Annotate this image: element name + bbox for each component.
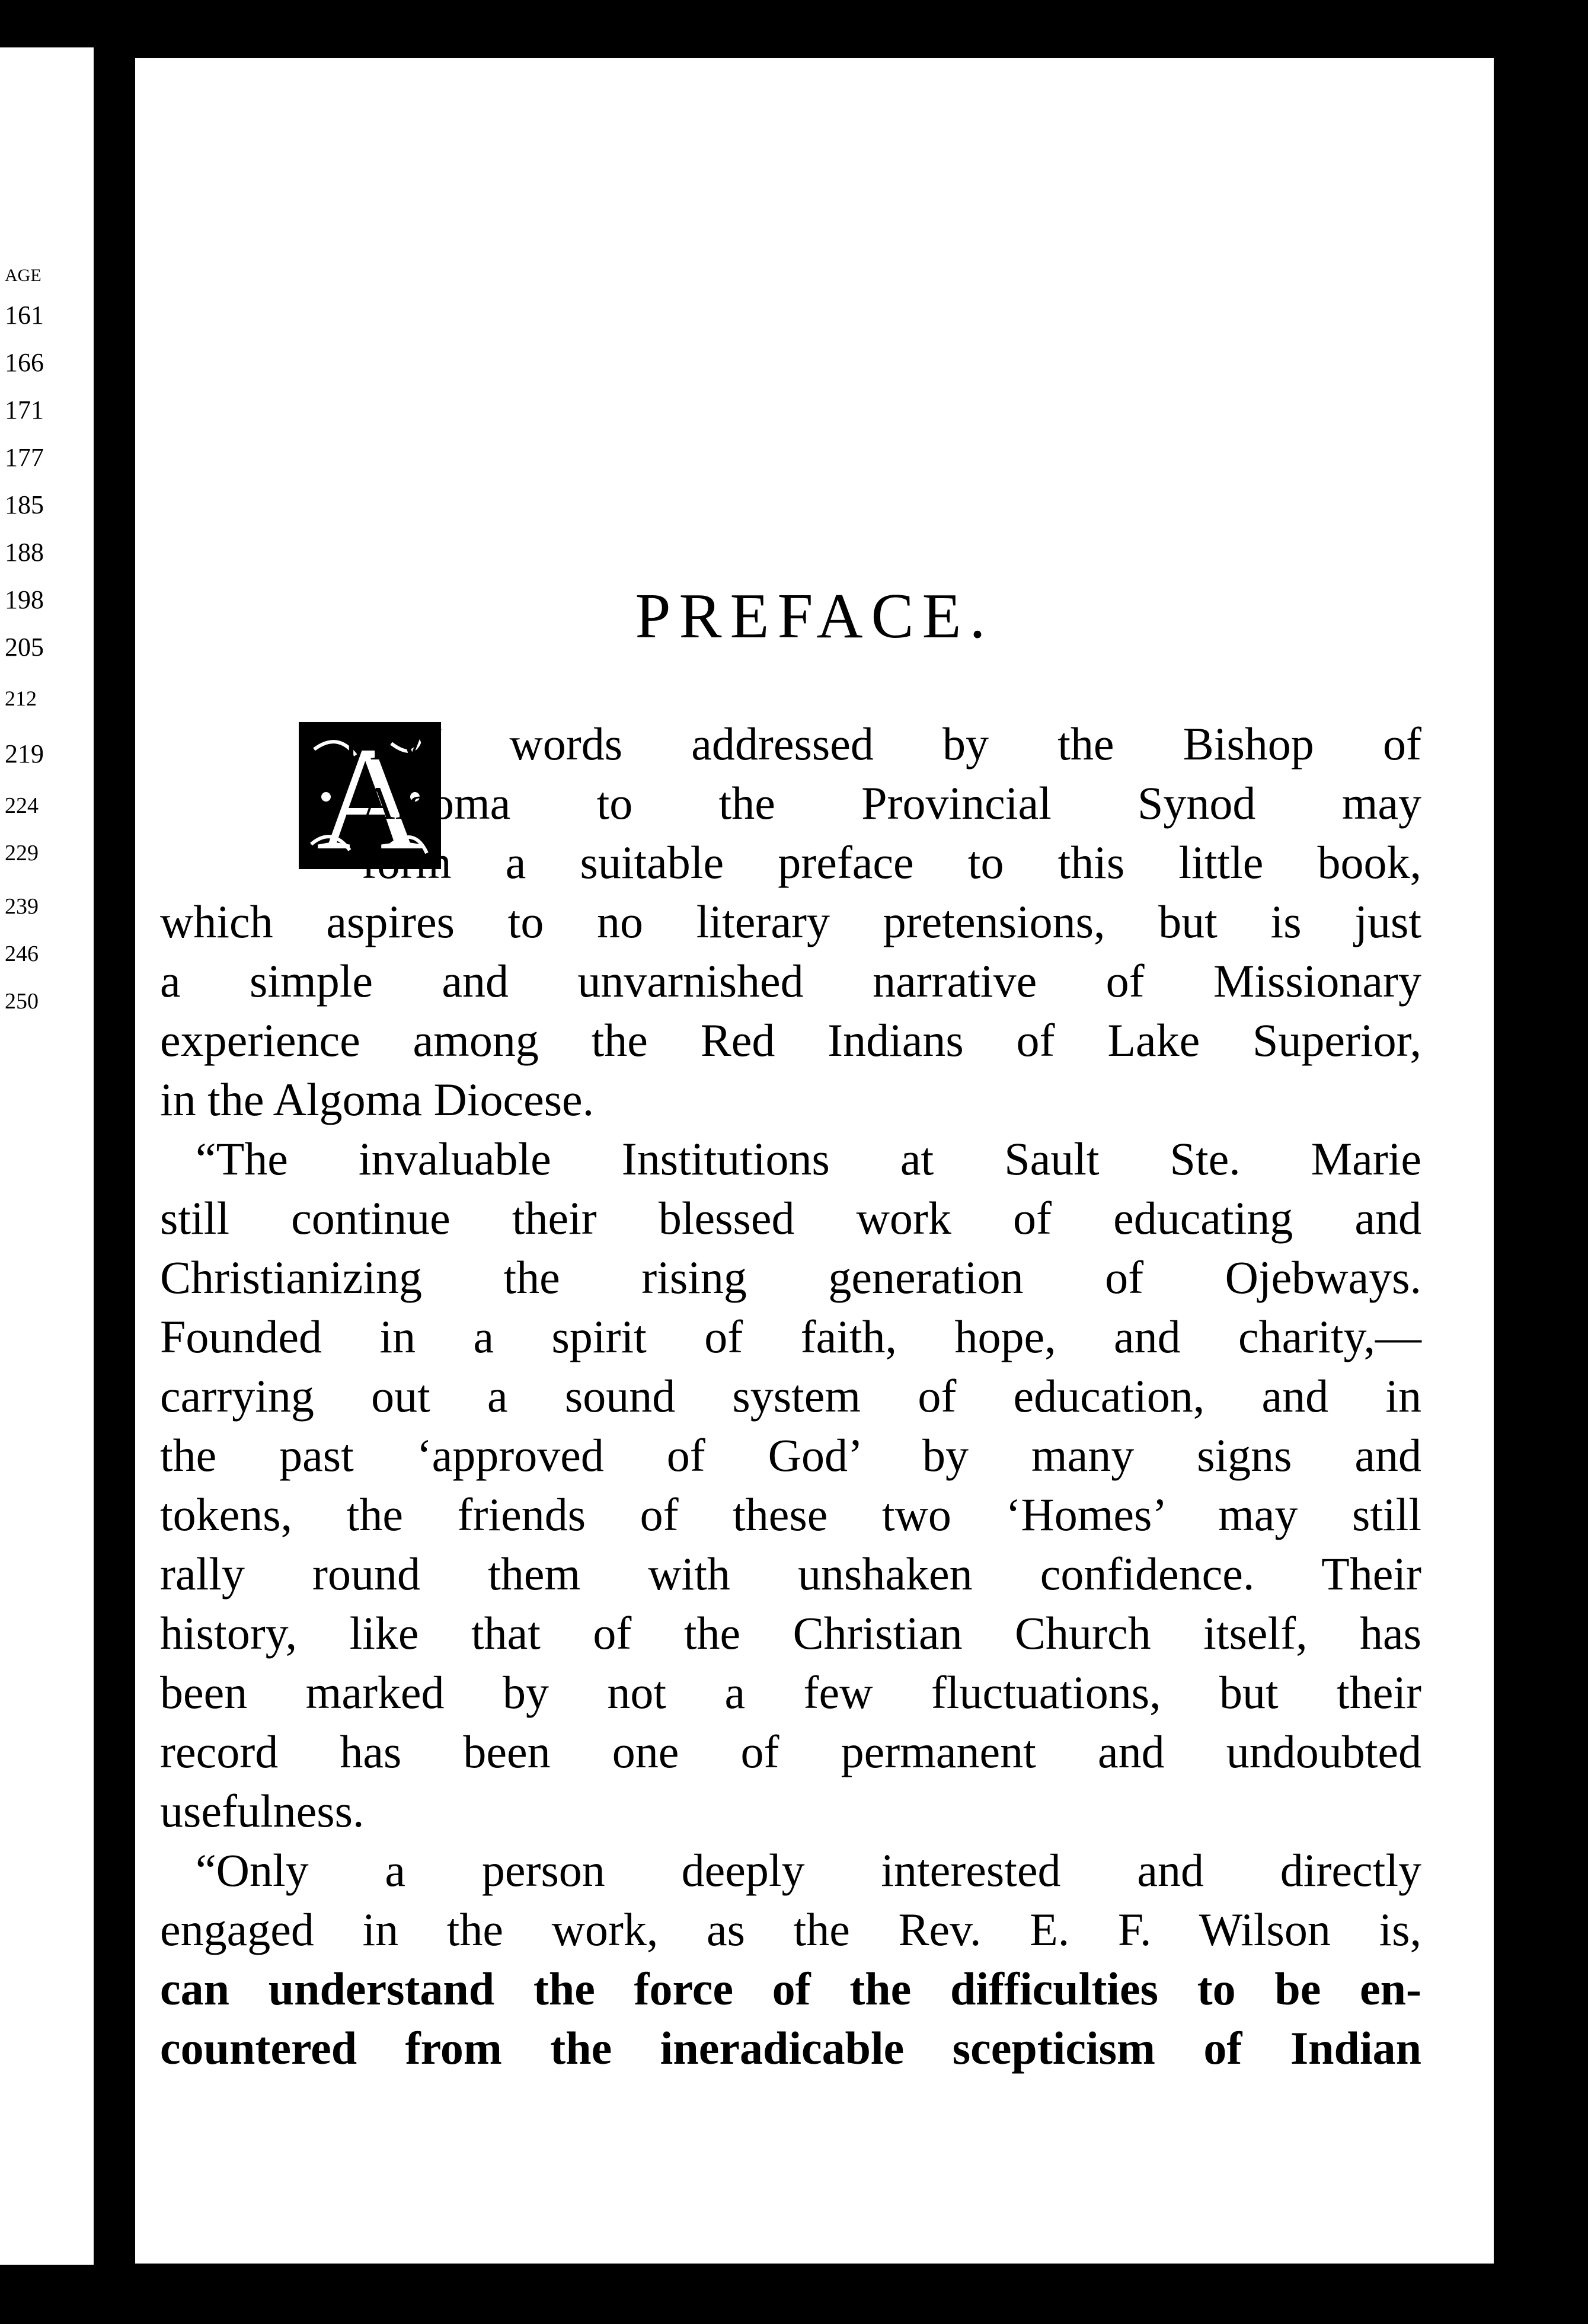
text-line: Algoma to the Provincial Synod may — [362, 777, 1421, 829]
text-line: can understand the force of the difficulties to be en- — [160, 1963, 1421, 2015]
margin-label: 219 — [5, 739, 44, 768]
text-line: tokens, the friends of these two ‘Homes’ may still — [160, 1489, 1421, 1540]
text-line: Founded in a spirit of faith, hope, and charity,— — [160, 1311, 1421, 1362]
text-line: record has been one of permanent and undoubted — [160, 1726, 1421, 1777]
text-line: in the Algoma Diocese. — [160, 1074, 595, 1125]
text-line: FEW words addressed by the Bishop of — [344, 718, 1421, 770]
margin-label: 161 — [5, 301, 44, 330]
margin-label: 224 — [5, 793, 39, 818]
margin-label: 171 — [5, 395, 44, 424]
text-line: “Only a person deeply interested and directly — [196, 1844, 1421, 1896]
margin-label: 185 — [5, 490, 44, 519]
text-line: still continue their blessed work of educating and — [160, 1192, 1421, 1244]
book-page — [135, 58, 1494, 2264]
margin-label: 166 — [5, 348, 44, 377]
text-line: countered from the ineradicable scepticism of Indian — [160, 2022, 1421, 2074]
text-line: the past ‘approved of God’ by many signs and — [160, 1429, 1421, 1481]
margin-label: 212 — [5, 687, 37, 710]
text-line: history, like that of the Christian Church itself, has — [160, 1607, 1421, 1659]
text-line: a simple and unvarnished narrative of Missionary — [160, 955, 1421, 1007]
text-line: engaged in the work, as the Rev. E. F. Wilson is, — [160, 1904, 1421, 1955]
text-line: “The invaluable Institutions at Sault Ste. Marie — [196, 1133, 1421, 1185]
adjacent-page-strip — [0, 47, 94, 2265]
margin-label: 177 — [5, 443, 44, 472]
text-line: Christianizing the rising generation of Ojebways. — [160, 1252, 1421, 1303]
margin-label: 229 — [5, 841, 39, 866]
margin-label: 198 — [5, 585, 44, 614]
text-line: experience among the Red Indians of Lake Superior, — [160, 1014, 1421, 1066]
margin-label: 205 — [5, 633, 44, 662]
text-line: been marked by not a few fluctuations, but their — [160, 1667, 1421, 1718]
margin-label: AGE — [5, 266, 41, 285]
text-line: which aspires to no literary pretensions, but is just — [160, 896, 1421, 947]
margin-label: 188 — [5, 538, 44, 567]
page-title: PREFACE. — [635, 581, 994, 652]
text-line: usefulness. — [160, 1785, 365, 1837]
drop-cap-letter: A — [316, 717, 424, 881]
margin-label: 246 — [5, 941, 39, 966]
text-line: rally round them with unshaken confidence. Their — [160, 1548, 1421, 1600]
margin-label: 250 — [5, 989, 39, 1014]
text-line: carrying out a sound system of education, and in — [160, 1370, 1421, 1422]
margin-label: 239 — [5, 894, 39, 919]
text-line: form a suitable preface to this little book, — [362, 837, 1421, 888]
